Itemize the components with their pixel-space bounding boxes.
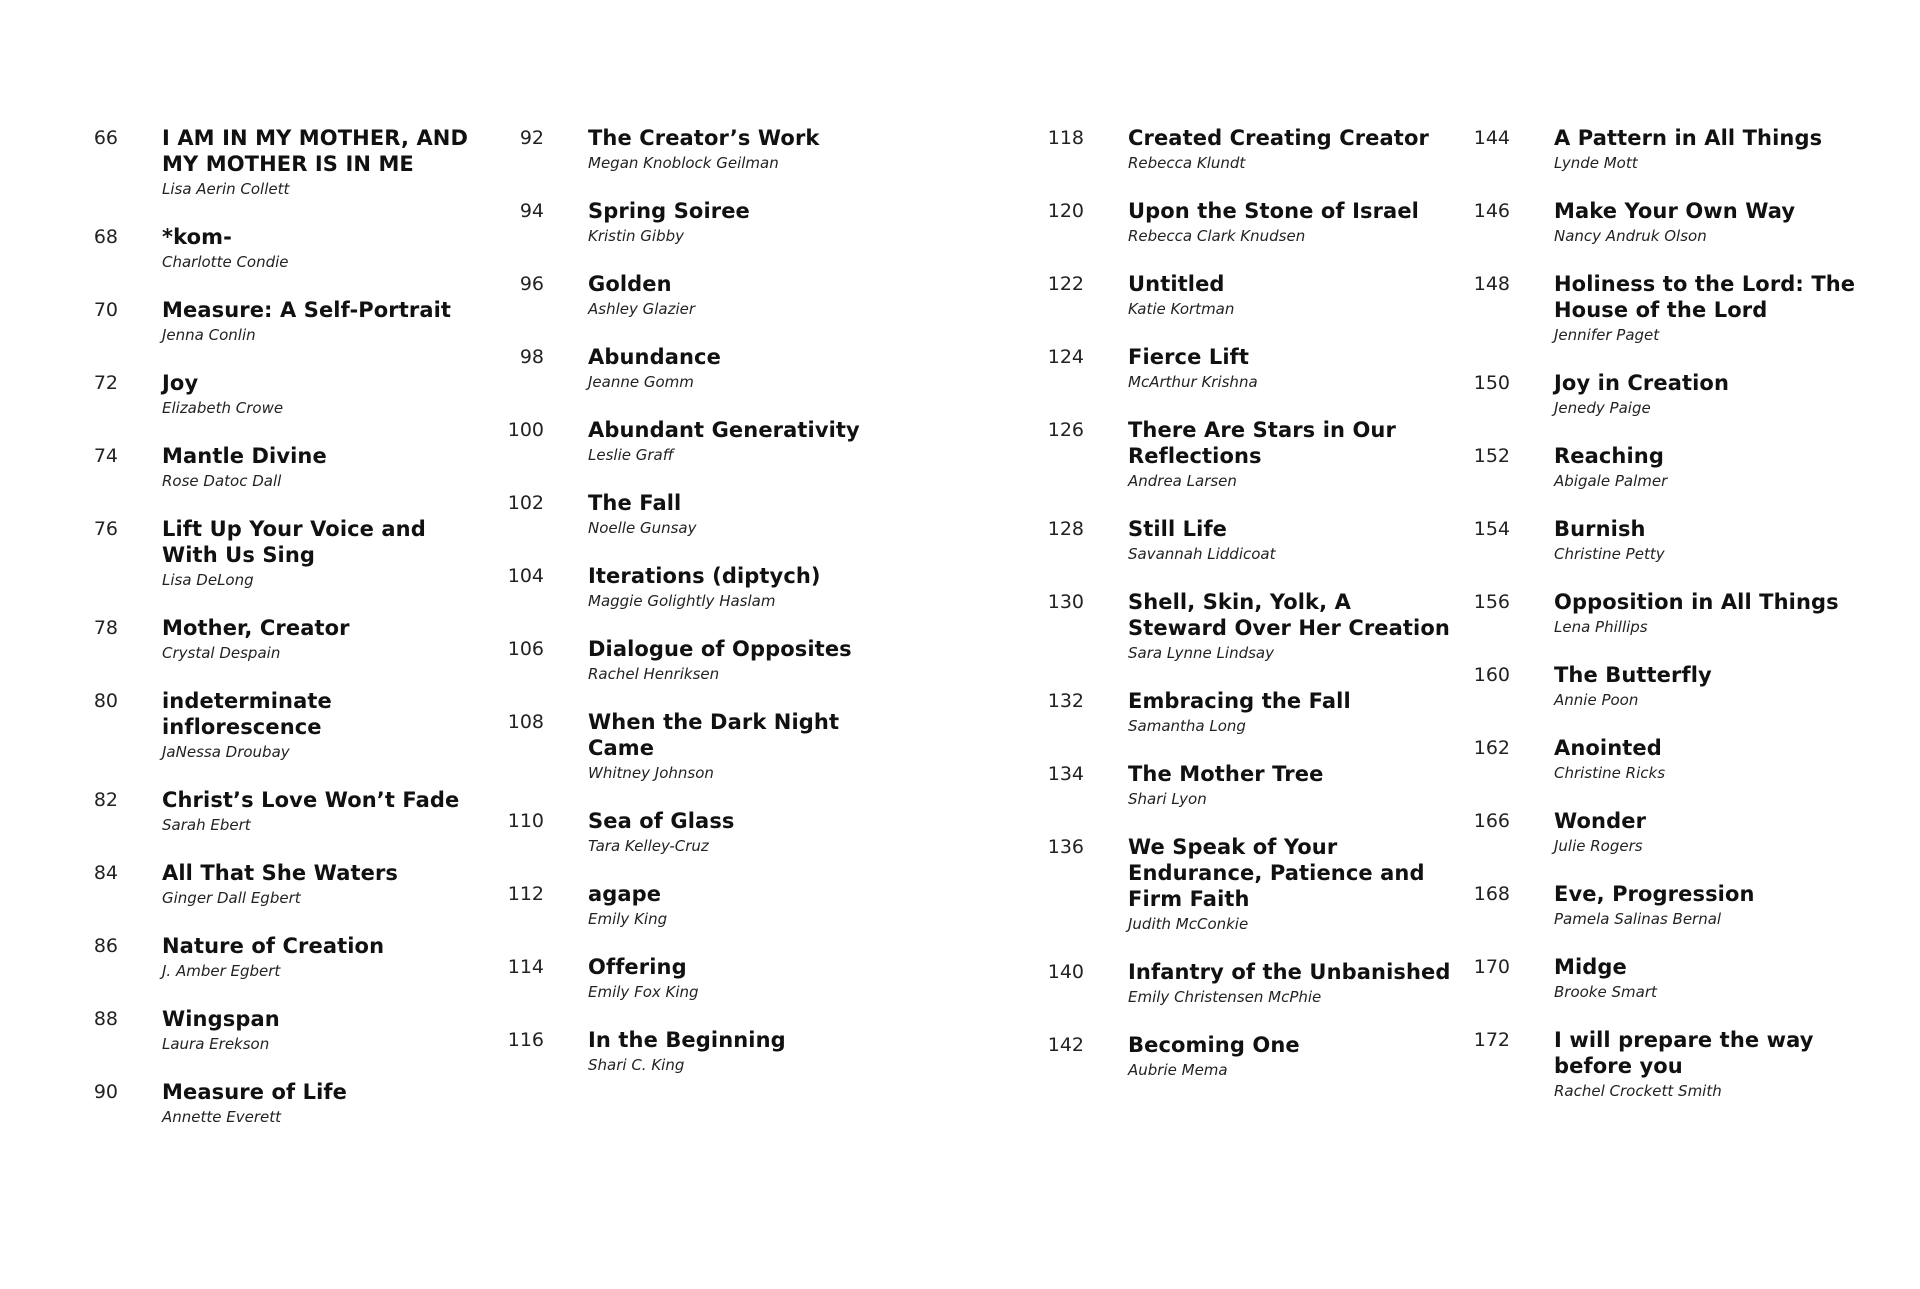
toc-entry bbox=[1032, 344, 1452, 392]
entry-body bbox=[588, 125, 912, 173]
artwork-title: Shell, Skin, Yolk, A Steward Over Her Creation bbox=[1128, 590, 1450, 640]
entry-body bbox=[162, 933, 486, 981]
entry-body bbox=[1554, 443, 1878, 491]
entry-body bbox=[588, 636, 912, 684]
artist-name: Whitney Johnson bbox=[588, 764, 714, 782]
page-number: 166 bbox=[1473, 810, 1510, 832]
entry-body bbox=[162, 787, 486, 835]
entry-body bbox=[162, 1079, 486, 1127]
artist-name: Maggie Golightly Haslam bbox=[588, 592, 776, 610]
page-number: 156 bbox=[1473, 591, 1510, 613]
toc-entry bbox=[66, 516, 486, 590]
page-number: 172 bbox=[1473, 1029, 1510, 1051]
toc-entry bbox=[66, 443, 486, 491]
artist-name: Annette Everett bbox=[162, 1108, 282, 1126]
toc-entry bbox=[492, 125, 912, 173]
entry-body bbox=[1554, 370, 1878, 418]
artist-name: Sarah Ebert bbox=[162, 816, 251, 834]
toc-entry bbox=[492, 808, 912, 856]
toc-entry bbox=[1458, 516, 1878, 564]
artwork-title: Anointed bbox=[1554, 736, 1662, 760]
entry-body bbox=[162, 443, 486, 491]
artwork-title: Nature of Creation bbox=[162, 934, 385, 958]
artist-name: Leslie Graff bbox=[588, 446, 674, 464]
page-number: 118 bbox=[1047, 127, 1084, 149]
artist-name: Tara Kelley-Cruz bbox=[588, 837, 709, 855]
entry-body bbox=[162, 224, 486, 272]
artist-name: Lisa DeLong bbox=[162, 571, 254, 589]
artwork-title: Joy in Creation bbox=[1554, 371, 1729, 395]
page-number: 76 bbox=[93, 518, 118, 540]
artwork-title: Fierce Lift bbox=[1128, 345, 1249, 369]
page-number: 144 bbox=[1473, 127, 1510, 149]
page-number: 70 bbox=[93, 299, 118, 321]
artist-name: Emily King bbox=[588, 910, 668, 928]
entry-body bbox=[1554, 125, 1878, 173]
page-number: 134 bbox=[1047, 763, 1084, 785]
entry-body bbox=[1128, 271, 1452, 319]
artwork-title: Embracing the Fall bbox=[1128, 689, 1351, 713]
artist-name: Sara Lynne Lindsay bbox=[1128, 644, 1274, 662]
artwork-title: Holiness to the Lord: The House of the Lord bbox=[1554, 272, 1856, 322]
artwork-title: There Are Stars in Our Reflections bbox=[1128, 418, 1396, 468]
toc-column-1 bbox=[66, 125, 486, 1152]
artwork-title: Mantle Divine bbox=[162, 444, 327, 468]
page-number: 110 bbox=[507, 810, 544, 832]
toc-entry bbox=[1458, 662, 1878, 710]
entry-body bbox=[1554, 808, 1878, 856]
page-number: 98 bbox=[519, 346, 544, 368]
entry-body bbox=[588, 1027, 912, 1075]
artist-name: Rose Datoc Dall bbox=[162, 472, 282, 490]
toc-entry bbox=[1032, 271, 1452, 319]
page-number: 84 bbox=[93, 862, 118, 884]
artwork-title: Make Your Own Way bbox=[1554, 199, 1796, 223]
entry-body bbox=[1128, 125, 1452, 173]
entry-body bbox=[1128, 516, 1452, 564]
entry-body bbox=[588, 709, 912, 783]
artwork-title: Iterations (diptych) bbox=[588, 564, 821, 588]
artist-name: Elizabeth Crowe bbox=[162, 399, 284, 417]
toc-entry bbox=[1032, 589, 1452, 663]
toc-entry bbox=[1032, 516, 1452, 564]
entry-body bbox=[1554, 662, 1878, 710]
page-number: 122 bbox=[1047, 273, 1084, 295]
artist-name: Jeanne Gomm bbox=[588, 373, 694, 391]
entry-body bbox=[588, 563, 912, 611]
artwork-title: In the Beginning bbox=[588, 1028, 786, 1052]
artist-name: Emily Fox King bbox=[588, 983, 699, 1001]
page-number: 154 bbox=[1473, 518, 1510, 540]
artist-name: Christine Petty bbox=[1554, 545, 1665, 563]
page-number: 96 bbox=[519, 273, 544, 295]
page-number: 94 bbox=[519, 200, 544, 222]
page-number: 124 bbox=[1047, 346, 1084, 368]
entry-body bbox=[162, 516, 486, 590]
artwork-title: I AM IN MY MOTHER, AND MY MOTHER IS IN ME bbox=[162, 126, 469, 176]
toc-entry bbox=[1032, 198, 1452, 246]
entry-body bbox=[1554, 198, 1878, 246]
page-number: 74 bbox=[93, 445, 118, 467]
toc-entry bbox=[1032, 1032, 1452, 1080]
artwork-title: Upon the Stone of Israel bbox=[1128, 199, 1419, 223]
artist-name: Pamela Salinas Bernal bbox=[1554, 910, 1722, 928]
artist-name: Brooke Smart bbox=[1554, 983, 1657, 1001]
entry-body bbox=[1128, 834, 1452, 934]
toc-entry bbox=[1458, 125, 1878, 173]
artist-name: Abigale Palmer bbox=[1554, 472, 1668, 490]
entry-body bbox=[162, 615, 486, 663]
page-number: 146 bbox=[1473, 200, 1510, 222]
page-number: 68 bbox=[93, 226, 118, 248]
page-number: 168 bbox=[1473, 883, 1510, 905]
entry-body bbox=[1128, 761, 1452, 809]
artist-name: Lisa Aerin Collett bbox=[162, 180, 290, 198]
page-number: 170 bbox=[1473, 956, 1510, 978]
artwork-title: Infantry of the Unbanished bbox=[1128, 960, 1451, 984]
page-number: 102 bbox=[507, 492, 544, 514]
page-number: 116 bbox=[507, 1029, 544, 1051]
artist-name: Laura Erekson bbox=[162, 1035, 270, 1053]
page-number: 90 bbox=[93, 1081, 118, 1103]
entry-body bbox=[588, 954, 912, 1002]
toc-entry bbox=[1458, 443, 1878, 491]
artist-name: J. Amber Egbert bbox=[162, 962, 281, 980]
page-number: 162 bbox=[1473, 737, 1510, 759]
toc-entry bbox=[1458, 198, 1878, 246]
page-number: 152 bbox=[1473, 445, 1510, 467]
artwork-title: Midge bbox=[1554, 955, 1627, 979]
entry-body bbox=[588, 198, 912, 246]
toc-entry bbox=[492, 271, 912, 319]
entry-body bbox=[1554, 735, 1878, 783]
toc-entry bbox=[66, 1079, 486, 1127]
toc-entry bbox=[66, 860, 486, 908]
toc-entry bbox=[1032, 834, 1452, 934]
page-number: 78 bbox=[93, 617, 118, 639]
toc-entry bbox=[1458, 881, 1878, 929]
toc-entry bbox=[1458, 735, 1878, 783]
page-number: 108 bbox=[507, 711, 544, 733]
artwork-title: Joy bbox=[162, 371, 199, 395]
artist-name: Katie Kortman bbox=[1128, 300, 1235, 318]
entry-body bbox=[1128, 417, 1452, 491]
toc-entry bbox=[1032, 688, 1452, 736]
entry-body bbox=[1554, 954, 1878, 1002]
page-number: 136 bbox=[1047, 836, 1084, 858]
page-number: 142 bbox=[1047, 1034, 1084, 1056]
artwork-title: Abundance bbox=[588, 345, 721, 369]
artwork-title: We Speak of Your Endurance, Patience and Firm Faith bbox=[1128, 835, 1425, 911]
artwork-title: indeterminate inflorescence bbox=[162, 689, 332, 739]
toc-entry bbox=[1458, 954, 1878, 1002]
entry-body bbox=[162, 688, 486, 762]
artist-name: Savannah Liddicoat bbox=[1128, 545, 1276, 563]
page-number: 92 bbox=[519, 127, 544, 149]
artist-name: Shari Lyon bbox=[1128, 790, 1207, 808]
artist-name: Emily Christensen McPhie bbox=[1128, 988, 1322, 1006]
artist-name: Kristin Gibby bbox=[588, 227, 685, 245]
toc-entry bbox=[66, 615, 486, 663]
toc-column-3 bbox=[1032, 125, 1452, 1105]
artist-name: Rachel Henriksen bbox=[588, 665, 720, 683]
entry-body bbox=[1128, 688, 1452, 736]
artist-name: Nancy Andruk Olson bbox=[1554, 227, 1707, 245]
artwork-title: Still Life bbox=[1128, 517, 1228, 541]
artwork-title: When the Dark Night Came bbox=[588, 710, 840, 760]
page-number: 114 bbox=[507, 956, 544, 978]
toc-column-2 bbox=[492, 125, 912, 1100]
page-number: 106 bbox=[507, 638, 544, 660]
artist-name: Samantha Long bbox=[1128, 717, 1246, 735]
page-number: 86 bbox=[93, 935, 118, 957]
artist-name: McArthur Krishna bbox=[1128, 373, 1258, 391]
artwork-title: *kom- bbox=[162, 225, 232, 249]
page-number: 160 bbox=[1473, 664, 1510, 686]
artist-name: Lena Phillips bbox=[1554, 618, 1648, 636]
toc-entry bbox=[492, 563, 912, 611]
page-number: 132 bbox=[1047, 690, 1084, 712]
artist-name: Ashley Glazier bbox=[588, 300, 696, 318]
artist-name: Megan Knoblock Geilman bbox=[588, 154, 779, 172]
artist-name: Aubrie Mema bbox=[1128, 1061, 1228, 1079]
artwork-title: Sea of Glass bbox=[588, 809, 735, 833]
entry-body bbox=[588, 490, 912, 538]
artwork-title: Reaching bbox=[1554, 444, 1664, 468]
page-number: 120 bbox=[1047, 200, 1084, 222]
artwork-title: Measure: A Self-Portrait bbox=[162, 298, 452, 322]
artist-name: Jennifer Paget bbox=[1554, 326, 1660, 344]
artist-name: Judith McConkie bbox=[1128, 915, 1249, 933]
artwork-title: Created Creating Creator bbox=[1128, 126, 1429, 150]
entry-body bbox=[1554, 589, 1878, 637]
toc-entry bbox=[1458, 370, 1878, 418]
toc-entry bbox=[66, 688, 486, 762]
toc-entry bbox=[1458, 808, 1878, 856]
toc-entry bbox=[66, 224, 486, 272]
page-number: 128 bbox=[1047, 518, 1084, 540]
page-number: 82 bbox=[93, 789, 118, 811]
toc-entry bbox=[1458, 271, 1878, 345]
toc-entry bbox=[492, 1027, 912, 1075]
artwork-title: Lift Up Your Voice and With Us Sing bbox=[162, 517, 426, 567]
page-number: 140 bbox=[1047, 961, 1084, 983]
entry-body bbox=[162, 860, 486, 908]
artwork-title: Abundant Generativity bbox=[588, 418, 860, 442]
artwork-title: Wonder bbox=[1554, 809, 1647, 833]
artist-name: JaNessa Droubay bbox=[162, 743, 290, 761]
artist-name: Rebecca Klundt bbox=[1128, 154, 1246, 172]
entry-body bbox=[1554, 516, 1878, 564]
toc-entry bbox=[492, 490, 912, 538]
artist-name: Julie Rogers bbox=[1554, 837, 1643, 855]
toc-entry bbox=[492, 344, 912, 392]
toc-entry bbox=[66, 1006, 486, 1054]
artwork-title: Offering bbox=[588, 955, 687, 979]
entry-body bbox=[162, 125, 486, 199]
artwork-title: agape bbox=[588, 882, 662, 906]
artist-name: Andrea Larsen bbox=[1128, 472, 1237, 490]
artist-name: Rachel Crockett Smith bbox=[1554, 1082, 1722, 1100]
artwork-title: Wingspan bbox=[162, 1007, 280, 1031]
toc-entry bbox=[492, 198, 912, 246]
artist-name: Crystal Despain bbox=[162, 644, 281, 662]
toc-column-4 bbox=[1458, 125, 1878, 1126]
artist-name: Noelle Gunsay bbox=[588, 519, 697, 537]
toc-entry bbox=[66, 297, 486, 345]
entry-body bbox=[162, 1006, 486, 1054]
entry-body bbox=[1128, 959, 1452, 1007]
artwork-title: Burnish bbox=[1554, 517, 1646, 541]
toc-entry bbox=[1032, 959, 1452, 1007]
artwork-title: Mother, Creator bbox=[162, 616, 350, 640]
artwork-title: Untitled bbox=[1128, 272, 1225, 296]
artist-name: Lynde Mott bbox=[1554, 154, 1638, 172]
toc-entry bbox=[1032, 125, 1452, 173]
artwork-title: Becoming One bbox=[1128, 1033, 1300, 1057]
toc-entry bbox=[66, 933, 486, 981]
entry-body bbox=[1128, 344, 1452, 392]
page-number: 112 bbox=[507, 883, 544, 905]
page-number: 72 bbox=[93, 372, 118, 394]
artwork-title: The Fall bbox=[588, 491, 682, 515]
entry-body bbox=[1128, 1032, 1452, 1080]
artwork-title: A Pattern in All Things bbox=[1554, 126, 1823, 150]
entry-body bbox=[588, 271, 912, 319]
entry-body bbox=[162, 370, 486, 418]
page-number: 80 bbox=[93, 690, 118, 712]
toc-entry bbox=[492, 881, 912, 929]
artwork-title: The Butterfly bbox=[1554, 663, 1712, 687]
entry-body bbox=[588, 808, 912, 856]
page-number: 100 bbox=[507, 419, 544, 441]
page-number: 104 bbox=[507, 565, 544, 587]
page-number: 66 bbox=[93, 127, 118, 149]
entry-body bbox=[1128, 589, 1452, 663]
entry-body bbox=[588, 881, 912, 929]
entry-body bbox=[1554, 881, 1878, 929]
page-number: 148 bbox=[1473, 273, 1510, 295]
artist-name: Ginger Dall Egbert bbox=[162, 889, 301, 907]
artist-name: Charlotte Condie bbox=[162, 253, 289, 271]
toc-entry bbox=[66, 370, 486, 418]
entry-body bbox=[588, 417, 912, 465]
toc-entry bbox=[1458, 589, 1878, 637]
artist-name: Jenedy Paige bbox=[1554, 399, 1651, 417]
artist-name: Jenna Conlin bbox=[162, 326, 256, 344]
toc-entry bbox=[66, 125, 486, 199]
toc-entry bbox=[492, 709, 912, 783]
toc-entry bbox=[1458, 1027, 1878, 1101]
artist-name: Rebecca Clark Knudsen bbox=[1128, 227, 1306, 245]
artwork-title: Christ’s Love Won’t Fade bbox=[162, 788, 460, 812]
toc-entry bbox=[492, 417, 912, 465]
artwork-title: All That She Waters bbox=[162, 861, 399, 885]
toc-entry bbox=[492, 954, 912, 1002]
entry-body bbox=[588, 344, 912, 392]
artist-name: Annie Poon bbox=[1554, 691, 1639, 709]
toc-entry bbox=[66, 787, 486, 835]
page-number: 126 bbox=[1047, 419, 1084, 441]
artwork-title: I will prepare the way before you bbox=[1554, 1028, 1814, 1078]
page-number: 88 bbox=[93, 1008, 118, 1030]
page-number: 130 bbox=[1047, 591, 1084, 613]
artwork-title: Golden bbox=[588, 272, 672, 296]
entry-body bbox=[162, 297, 486, 345]
toc-entry bbox=[492, 636, 912, 684]
entry-body bbox=[1128, 198, 1452, 246]
toc-entry bbox=[1032, 761, 1452, 809]
page-number: 150 bbox=[1473, 372, 1510, 394]
artwork-title: Measure of Life bbox=[162, 1080, 348, 1104]
toc-entry bbox=[1032, 417, 1452, 491]
artwork-title: Spring Soiree bbox=[588, 199, 750, 223]
artist-name: Shari C. King bbox=[588, 1056, 685, 1074]
artwork-title: Dialogue of Opposites bbox=[588, 637, 852, 661]
artwork-title: Opposition in All Things bbox=[1554, 590, 1839, 614]
entry-body bbox=[1554, 1027, 1878, 1101]
artwork-title: Eve, Progression bbox=[1554, 882, 1755, 906]
artwork-title: The Creator’s Work bbox=[588, 126, 820, 150]
artwork-title: The Mother Tree bbox=[1128, 762, 1324, 786]
entry-body bbox=[1554, 271, 1878, 345]
artist-name: Christine Ricks bbox=[1554, 764, 1666, 782]
